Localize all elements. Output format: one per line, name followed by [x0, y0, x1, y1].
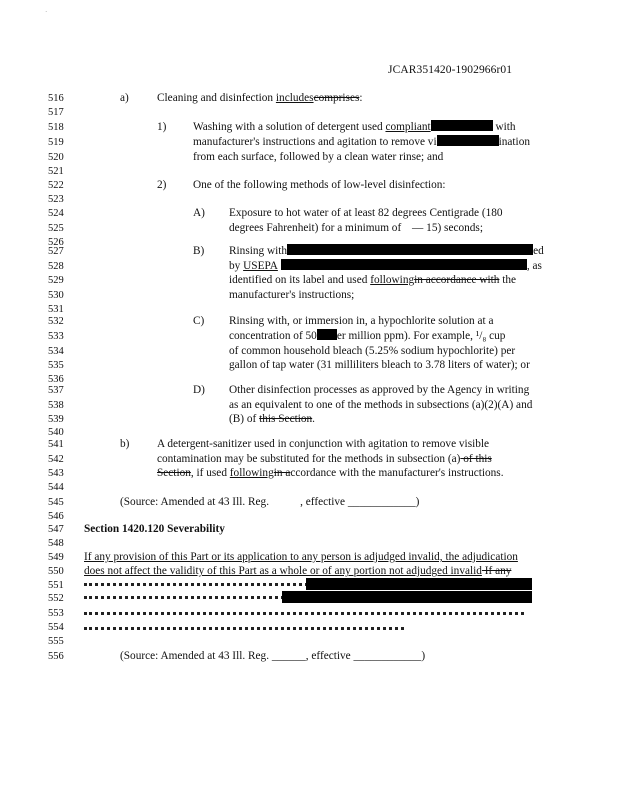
item-b-label: b): [120, 438, 130, 450]
line-number: 550: [48, 566, 64, 577]
line-number: 544: [48, 482, 64, 493]
section-heading: Section 1420.120 Severability: [84, 523, 225, 535]
line-number: 543: [48, 468, 64, 479]
line-number: 520: [48, 152, 64, 163]
line-number: 547: [48, 524, 64, 535]
item-b-line1: A detergent-sanitizer used in conjunction with agitation to remove visible: [157, 438, 490, 450]
line-number: 546: [48, 511, 64, 522]
line-number: 525: [48, 223, 64, 234]
line-number: 537: [48, 385, 64, 396]
line-number: 533: [48, 331, 64, 342]
item-B-label: B): [193, 245, 205, 257]
item-D-line3: (B) of this Section.: [229, 413, 315, 425]
line-number: 532: [48, 316, 64, 327]
line-number: 548: [48, 538, 64, 549]
item-B-line4: manufacturer's instructions;: [229, 289, 355, 301]
line-number: 554: [48, 622, 64, 633]
line-number: 540: [48, 427, 64, 438]
item-D-line1: Other disinfection processes as approved by the Agency in writing: [229, 384, 530, 396]
item-a1-line1: Washing with a solution of detergent used compliant with: [193, 121, 516, 133]
item-b-line3: Section, if used followingin accordance with the manufacturer's instructions.: [157, 467, 504, 479]
item-a1-line3: from each surface, followed by a clean water rinse; and: [193, 151, 444, 163]
item-a2-label: 2): [157, 179, 167, 191]
line-number: 531: [48, 304, 64, 315]
line-number: 556: [48, 651, 64, 662]
item-C-line3: of common household bleach (5.25% sodium hypochlorite) per: [229, 345, 516, 357]
line-number: 516: [48, 93, 64, 104]
line-number: 518: [48, 122, 64, 133]
line-number: 538: [48, 400, 64, 411]
line-number: 523: [48, 194, 64, 205]
line-number: 535: [48, 360, 64, 371]
line-number: 552: [48, 593, 64, 604]
line-number: 553: [48, 608, 64, 619]
line-number: 555: [48, 636, 64, 647]
item-a1-line2: manufacturer's instructions and agitation to remove vi ination: [193, 136, 530, 148]
item-B-line1: Rinsing with ed: [229, 245, 544, 257]
source-note-1: (Source: Amended at 43 Ill. Reg. , effective ____________): [120, 496, 420, 508]
line-number: 522: [48, 180, 64, 191]
item-A-line1: Exposure to hot water of at least 82 degrees Centigrade (180: [229, 207, 503, 219]
item-B-line3: identified on its label and used followingin accordance with the: [229, 274, 517, 286]
item-C-line1: Rinsing with, or immersion in, a hypochlorite solution at a: [229, 315, 494, 327]
line-number: 542: [48, 454, 64, 465]
line-number: 528: [48, 261, 64, 272]
severability-line2: does not affect the validity of this Part as a whole or of any portion not adjudged invalid If any: [84, 565, 512, 577]
line-number: 541: [48, 439, 64, 450]
severability-line1: If any provision of this Part or its application to any person is adjudged invalid, the adjudication: [84, 551, 518, 563]
line-number: 517: [48, 107, 64, 118]
item-A-line2: degrees Fahrenheit) for a minimum of — 15) seconds;: [229, 222, 483, 234]
item-B-line2: by USEPA , as: [229, 260, 542, 272]
line-number: 549: [48, 552, 64, 563]
line-number: 526: [48, 237, 64, 248]
line-number: 524: [48, 208, 64, 219]
item-C-line4: gallon of tap water (31 milliliters bleach to 3.78 liters of water); or: [229, 359, 530, 371]
item-a2-text: One of the following methods of low-level disinfection:: [193, 179, 446, 191]
item-D-line2: as an equivalent to one of the methods in subsections (a)(2)(A) and: [229, 399, 533, 411]
source-note-2: (Source: Amended at 43 Ill. Reg. ______, effective ____________): [120, 650, 426, 662]
item-a-label: a): [120, 92, 129, 104]
item-A-label: A): [193, 207, 205, 219]
line-number: 519: [48, 137, 64, 148]
item-D-label: D): [193, 384, 205, 396]
item-b-line2: contamination may be substituted for the methods in subsection (a) of this: [157, 453, 492, 465]
line-number: 539: [48, 414, 64, 425]
line-number: 551: [48, 580, 64, 591]
line-number: 521: [48, 166, 64, 177]
document-code: JCAR351420-1902966r01: [388, 64, 513, 76]
scan-speck: ·: [45, 8, 48, 16]
item-C-label: C): [193, 315, 205, 327]
item-C-line2: concentration of 50 er million ppm). For example, ¹/₈ cup: [229, 330, 506, 342]
line-number: 530: [48, 290, 64, 301]
item-a-text: Cleaning and disinfection includescomprises:: [157, 92, 363, 104]
line-number: 534: [48, 346, 64, 357]
line-number: 529: [48, 275, 64, 286]
line-number: 545: [48, 497, 64, 508]
line-number: 536: [48, 374, 64, 385]
line-number: 527: [48, 246, 64, 257]
item-a1-label: 1): [157, 121, 167, 133]
